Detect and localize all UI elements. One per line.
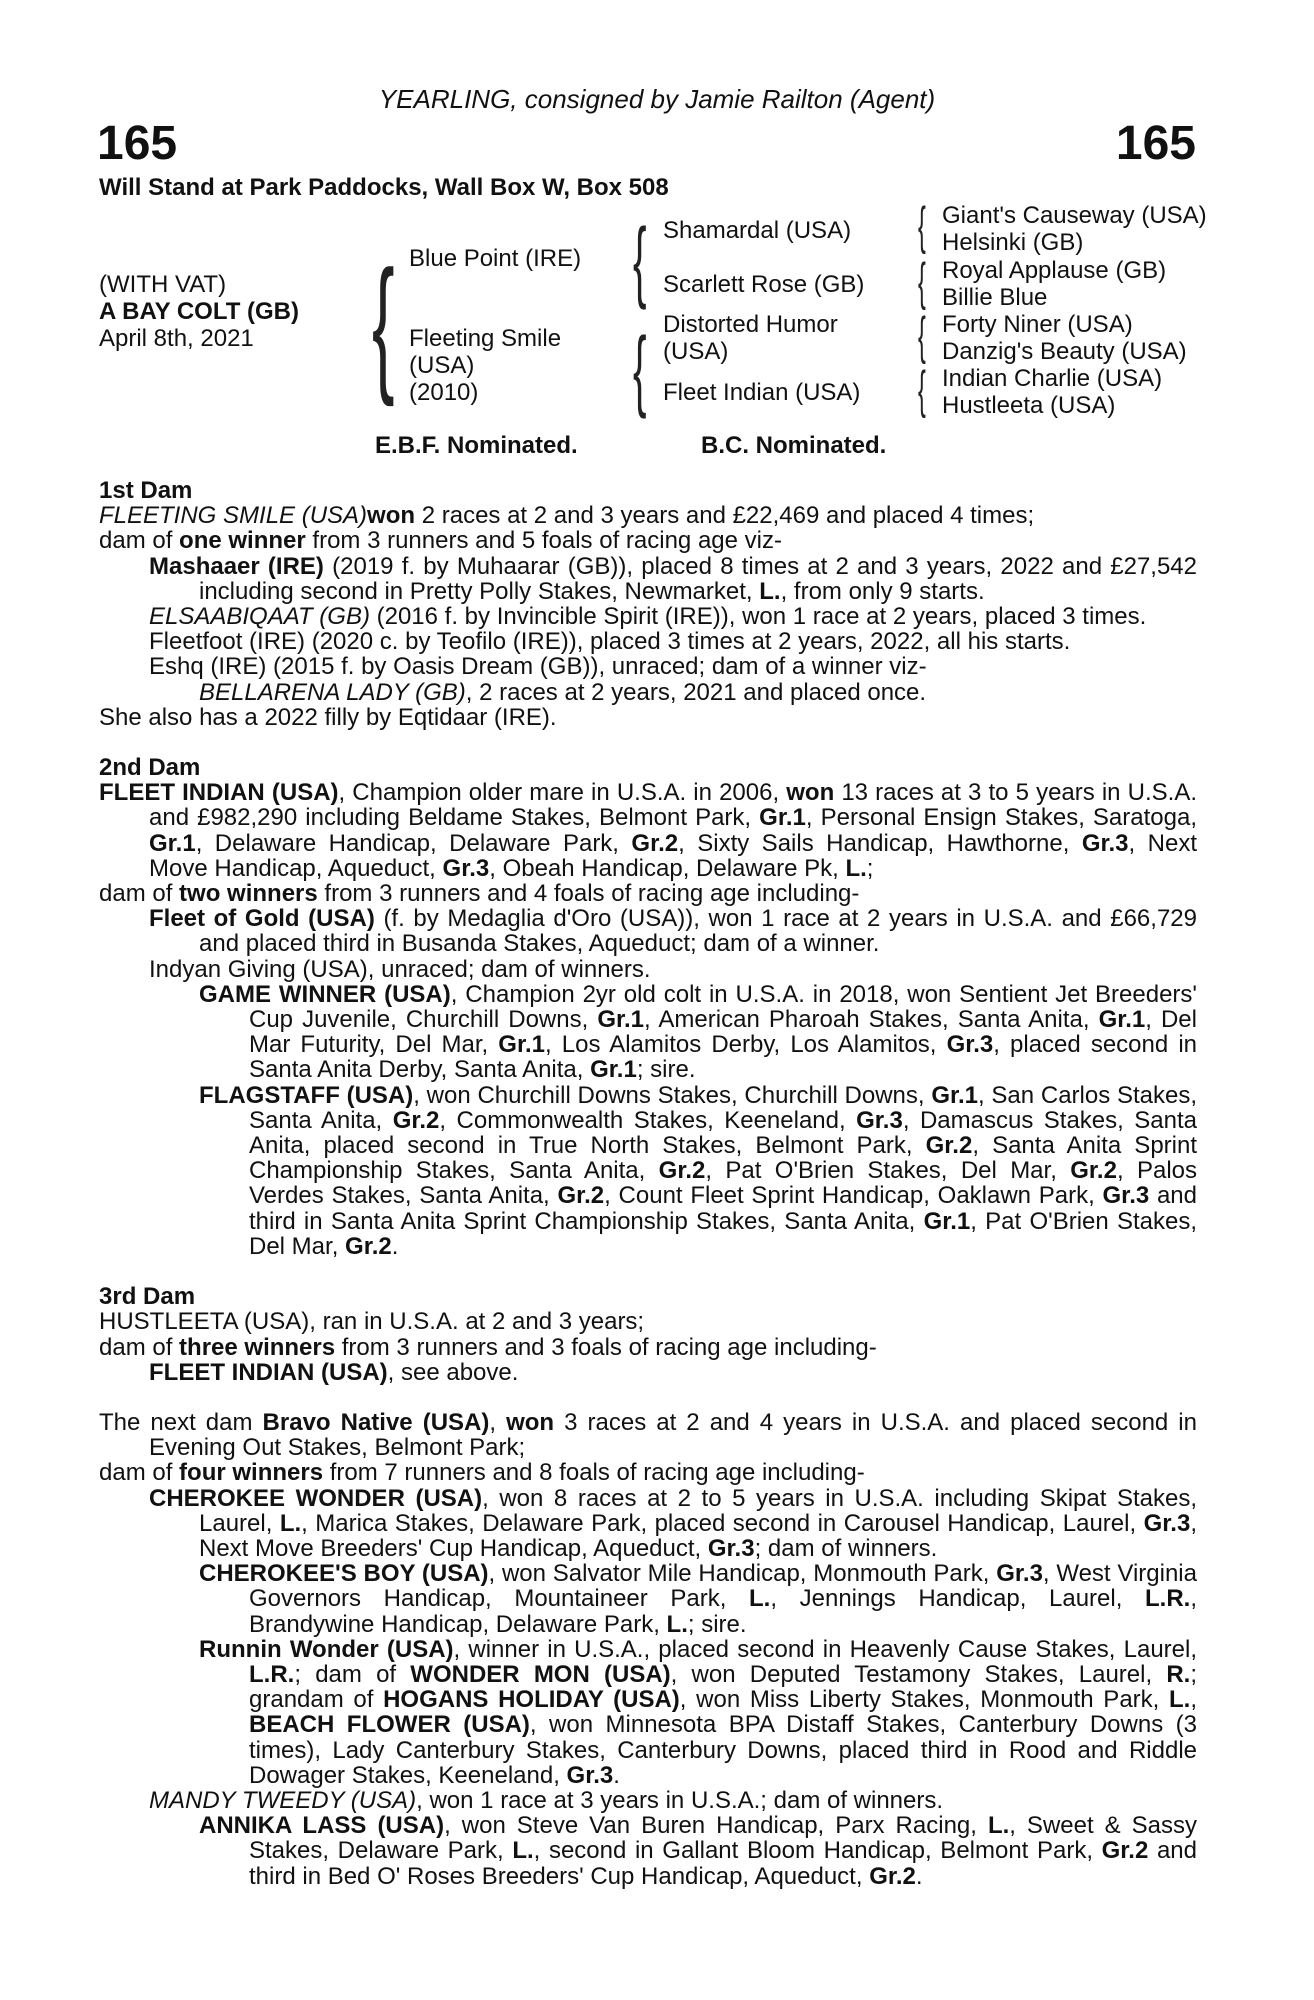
progeny-indyan-giving: Indyan Giving (USA), unraced; dam of winners. xyxy=(149,955,651,983)
progeny-mashaaer: Mashaaer (IRE) (2019 f. by Muhaarar (GB)), placed 8 times at 2 and 3 years, 2022 and £27,542 including second in Pretty Polly Stakes, Newmarket, L., from only 9 starts. xyxy=(149,552,1198,605)
progeny-elsaabiqaat: ELSAABIQAAT (GB) (2016 f. by Invincible Spirit (IRE)), won 1 race at 2 years, placed 3 times. xyxy=(149,603,1147,631)
dam-sire-line-1: Distorted Humor xyxy=(663,311,838,338)
foaling-date: April 8th, 2021 xyxy=(99,325,254,352)
vat-note: (WITH VAT) xyxy=(99,271,227,298)
second-dam-record: FLEET INDIAN (USA), Champion older mare in U.S.A. in 2006, won 13 races at 3 to 5 years in U.S.A. and £982,290 including Beldame Stakes, Belmont Park, Gr.1, Personal Ensign Stakes, Saratoga, Gr.1, Delaware Handicap, Delaware Park, Gr.2, Sixty Sails Handicap, Hawthorne, Gr.3, Next Move Handicap, Aqueduct, Gr.3, Obeah Handicap, Delaware Pk, L.; xyxy=(99,779,1198,882)
progeny-game-winner: GAME WINNER (USA), Champion 2yr old colt in U.S.A. in 2018, won Sentient Jet Breeders' Cup Juvenile, Churchill Downs, Gr.1, American Pharoah Stakes, Santa Anita, Gr.1, Del Mar Futurity, Del Mar, Gr.1, Los Alamitos Derby, Los Alamitos, Gr.3, placed second in Santa Anita Derby, Santa Anita, Gr.1; sire. xyxy=(199,980,1197,1084)
progeny-cherokees-boy: CHEROKEE'S BOY (USA), won Salvator Mile Handicap, Monmouth Park, Gr.3, West Virginia Governors Handicap, Mountaineer Park, L., Jennings Handicap, Laurel, L.R., Brandywine Handicap, Delaware Park, L.; sire. xyxy=(199,1560,1197,1638)
progeny-fleetfoot: Fleetfoot (IRE) (2020 c. by Teofilo (IRE)), placed 3 times at 2 years, 2022, all his starts. xyxy=(149,628,1071,656)
sire-sire: Shamardal (USA) xyxy=(663,217,852,244)
lot-number-left: 165 xyxy=(97,117,178,170)
dam-dam: Fleet Indian (USA) xyxy=(663,379,861,406)
stand-location: Will Stand at Park Paddocks, Wall Box W, Box 508 xyxy=(99,174,669,201)
second-dam-heading: 2nd Dam xyxy=(99,754,201,782)
consignment-line: YEARLING, consigned by Jamie Railton (Agent) xyxy=(378,84,936,114)
lot-number-right: 165 xyxy=(1115,117,1196,170)
first-dam-record: FLEETING SMILE (USA)won 2 races at 2 and 3 years and £22,469 and placed 4 times; xyxy=(99,502,1035,530)
progeny-cherokee-wonder: CHEROKEE WONDER (USA), won 8 races at 2 to 5 years in U.S.A. including Skipat Stakes, Laurel, L., Marica Stakes, Delaware Park, placed second in Carousel Handicap, Laurel, Gr.3, Next Move Breeders' Cup Handicap, Aqueduct, Gr.3; dam of winners. xyxy=(149,1484,1197,1562)
progeny-fleet-of-gold: Fleet of Gold (USA) (f. by Medaglia d'Oro (USA)), won 1 race at 2 years in U.S.A. and £66,729 and placed third in Busanda Stakes, Aqueduct; dam of a winner. xyxy=(149,905,1197,958)
dss: Forty Niner (USA) xyxy=(942,311,1133,338)
bc-nominated: B.C. Nominated. xyxy=(701,432,887,459)
next-dam-record: The next dam Bravo Native (USA), won 3 races at 2 and 4 years in U.S.A. and placed second in Evening Out Stakes, Belmont Park; xyxy=(99,1408,1197,1462)
sire-dam: Scarlett Rose (GB) xyxy=(663,271,865,298)
second-dam-produce: dam of two winners from 3 runners and 4 foals of racing age including- xyxy=(99,880,860,908)
third-dam-produce: dam of three winners from 3 runners and 3 foals of racing age including- xyxy=(99,1333,877,1361)
progeny-flagstaff: FLAGSTAFF (USA), won Churchill Downs Stakes, Churchill Downs, Gr.1, San Carlos Stakes, Santa Anita, Gr.2, Commonwealth Stakes, Keeneland, Gr.3, Damascus Stakes, Santa Anita, placed second in True North Stakes, Belmont Park, Gr.2, Santa Anita Sprint Championship Stakes, Santa Anita, Gr.2, Pat O'Brien Stakes, Del Mar, Gr.2, Palos Verdes Stakes, Santa Anita, Gr.2, Count Fleet Sprint Handicap, Oaklawn Park, Gr.3 and third in Santa Anita Sprint Championship Stakes, Santa Anita, Gr.1, Pat O'Brien Stakes, Del Mar, Gr.2. xyxy=(199,1081,1198,1260)
next-dam-produce: dam of four winners from 7 runners and 8 foals of racing age including- xyxy=(99,1459,865,1487)
ssd: Helsinki (GB) xyxy=(942,229,1084,256)
brace-1: { xyxy=(372,239,395,407)
first-dam-heading: 1st Dam xyxy=(99,477,193,504)
sds: Royal Applause (GB) xyxy=(942,257,1167,284)
brace-3b: { xyxy=(918,253,926,311)
sire: Blue Point (IRE) xyxy=(409,245,582,272)
sss: Giant's Causeway (USA) xyxy=(942,202,1207,229)
dam-line-3: (2010) xyxy=(409,379,479,406)
dam-sire-line-2: (USA) xyxy=(663,338,729,365)
brace-3d: { xyxy=(918,361,926,419)
progeny-runnin-wonder: Runnin Wonder (USA), winner in U.S.A., placed second in Heavenly Cause Stakes, Laurel, L.R.; dam of WONDER MON (USA), won Deputed Testamony Stakes, Laurel, R.; grandam of HOGANS HOLIDAY (USA), won Miss Liberty Stakes, Monmouth Park, L., BEACH FLOWER (USA), won Minnesota BPA Distaff Stakes, Canterbury Downs (3 times), Lady Canterbury Stakes, Canterbury Downs, placed third in Rood and Riddle Dowager Stakes, Keeneland, Gr.3. xyxy=(199,1635,1198,1789)
dam-line-1: Fleeting Smile xyxy=(409,325,562,352)
first-dam-also: She also has a 2022 filly by Eqtidaar (IRE). xyxy=(99,703,557,731)
ddd: Hustleeta (USA) xyxy=(942,392,1116,419)
brace-3c: { xyxy=(918,307,926,365)
catalogue-body xyxy=(99,478,1197,1889)
horse-name: A BAY COLT (GB) xyxy=(99,298,300,325)
brace-2a: { xyxy=(633,211,647,311)
ebf-nominated: E.B.F. Nominated. xyxy=(375,432,578,459)
brace-2b: { xyxy=(633,320,647,420)
progeny-fleet-indian: FLEET INDIAN (USA), see above. xyxy=(149,1358,519,1386)
first-dam-produce: dam of one winner from 3 runners and 5 foals of racing age viz- xyxy=(99,527,782,555)
progeny-eshq: Eshq (IRE) (2015 f. by Oasis Dream (GB)), unraced; dam of a winner viz- xyxy=(149,653,927,681)
third-dam-record: HUSTLEETA (USA), ran in U.S.A. at 2 and 3 years; xyxy=(99,1308,645,1336)
brace-3a: { xyxy=(918,197,926,255)
third-dam-heading: 3rd Dam xyxy=(99,1283,196,1311)
dds: Indian Charlie (USA) xyxy=(942,365,1163,392)
progeny-annika-lass: ANNIKA LASS (USA), won Steve Van Buren Handicap, Parx Racing, L., Sweet & Sassy Stakes, Delaware Park, L., second in Gallant Bloom Handicap, Belmont Park, Gr.2 and third in Bed O' Roses Breeders' Cup Handicap, Aqueduct, Gr.2. xyxy=(199,1812,1197,1890)
progeny-bellarena: BELLARENA LADY (GB), 2 races at 2 years, 2021 and placed once. xyxy=(199,678,927,706)
progeny-mandy-tweedy: MANDY TWEEDY (USA), won 1 race at 3 years in U.S.A.; dam of winners. xyxy=(149,1786,944,1814)
dsd: Danzig's Beauty (USA) xyxy=(942,338,1187,365)
dam-line-2: (USA) xyxy=(409,352,475,379)
sdd: Billie Blue xyxy=(942,284,1048,311)
